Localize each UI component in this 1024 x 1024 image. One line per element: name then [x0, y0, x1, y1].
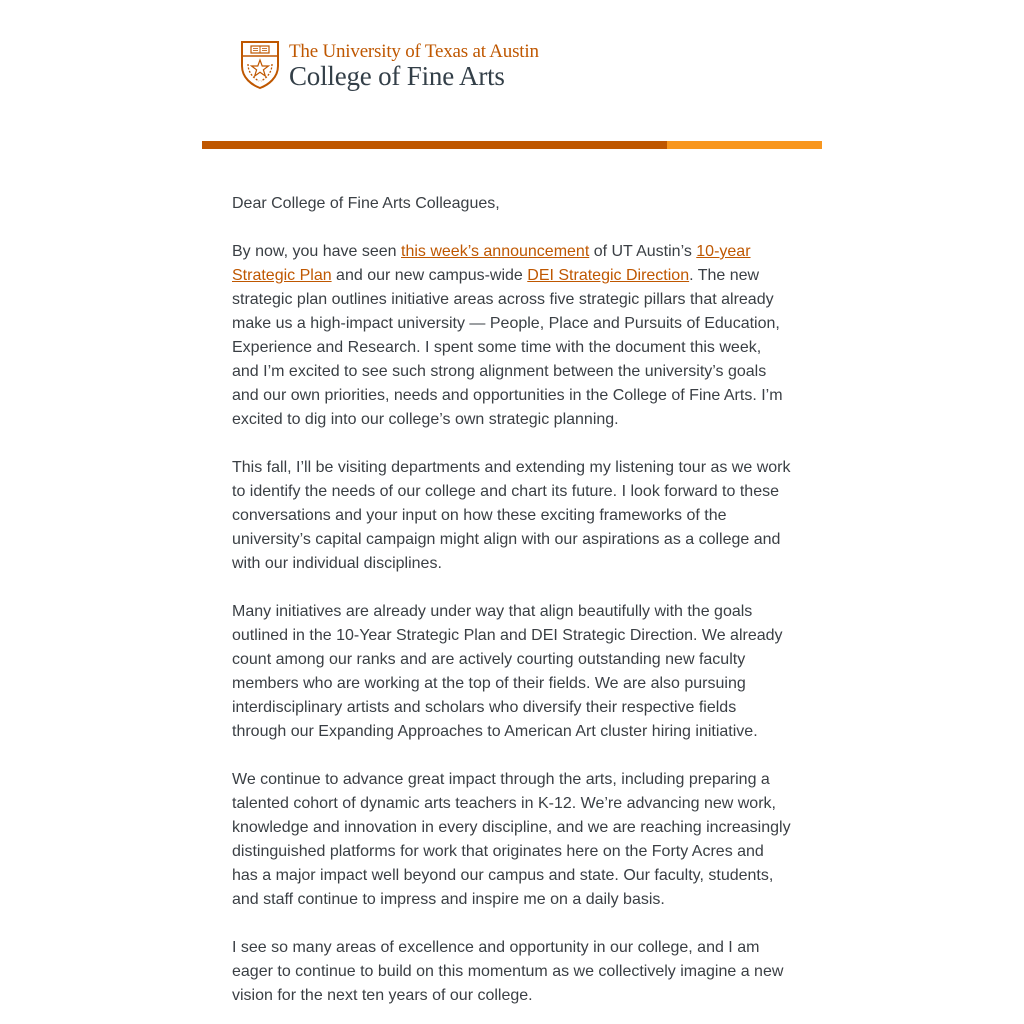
college-name: College of Fine Arts [289, 61, 505, 91]
paragraph-5: I see so many areas of excellence and opportunity in our college, and I am eager to continue to build on this momentum as we collectively imagine a new vision for the next ten years of our college. [232, 939, 784, 1004]
p1-text-4: . The new strategic plan outlines initiative areas across five strategic pillars that already make us a high-impact university — People, Place and Pursuits of Education, Experience and Research. I spent some time with the document this week, and I’m excited to see such strong alignment between the university’s goals and our own priorities, needs and opportunities in the College of Fine Arts. I’m excited to dig into our college’s own strategic planning. [232, 267, 783, 428]
email-container [202, 0, 822, 1008]
college-logo[interactable] [240, 40, 539, 90]
paragraph-4: We continue to advance great impact through the arts, including preparing a talented cohort of dynamic arts teachers in K-12. We’re advancing new work, knowledge and innovation in every discipline, and we are reaching increasingly distinguished platforms for work that originates here on the Forty Acres and has a major impact well beyond our campus and state. Our faculty, students, and staff continue to impress and inspire me on a daily basis. [232, 771, 791, 908]
paragraph-1 [232, 240, 792, 432]
ut-shield-icon [240, 40, 280, 90]
header-divider [202, 141, 822, 149]
strategic-plan-link[interactable]: 10-year Strategic Plan [232, 243, 751, 284]
greeting: Dear College of Fine Arts Colleagues, [232, 195, 500, 212]
divider-light-orange [667, 141, 822, 149]
p1-text-3: and our new campus-wide [331, 267, 528, 284]
announcement-link[interactable]: this week’s announcement [401, 243, 590, 260]
divider-burnt-orange [202, 141, 667, 149]
paragraph-3: Many initiatives are already under way that align beautifully with the goals outlined in the 10-Year Strategic Plan and DEI Strategic Direction. We already count among our ranks and are actively courting outstanding new faculty members who are working at the top of their fields. We are also pursuing interdisciplinary artists and scholars who diversify their respective fields through our Expanding Approaches to American Art cluster hiring initiative. [232, 603, 783, 740]
p1-text-1: By now, you have seen [232, 243, 401, 260]
logo-wordmark [289, 40, 539, 90]
p1-text-2: of UT Austin’s [589, 243, 697, 260]
university-name: The University of Texas at Austin [289, 41, 539, 62]
email-header [202, 38, 822, 141]
paragraph-2: This fall, I’ll be visiting departments and extending my listening tour as we work to identify the needs of our college and chart its future. I look forward to these conversations and your input on how these exciting frameworks of the university’s capital campaign might align with our aspirations as a college and with our individual disciplines. [232, 459, 791, 572]
dei-strategic-direction-link[interactable]: DEI Strategic Direction [527, 267, 690, 284]
letter-body [202, 149, 822, 1008]
